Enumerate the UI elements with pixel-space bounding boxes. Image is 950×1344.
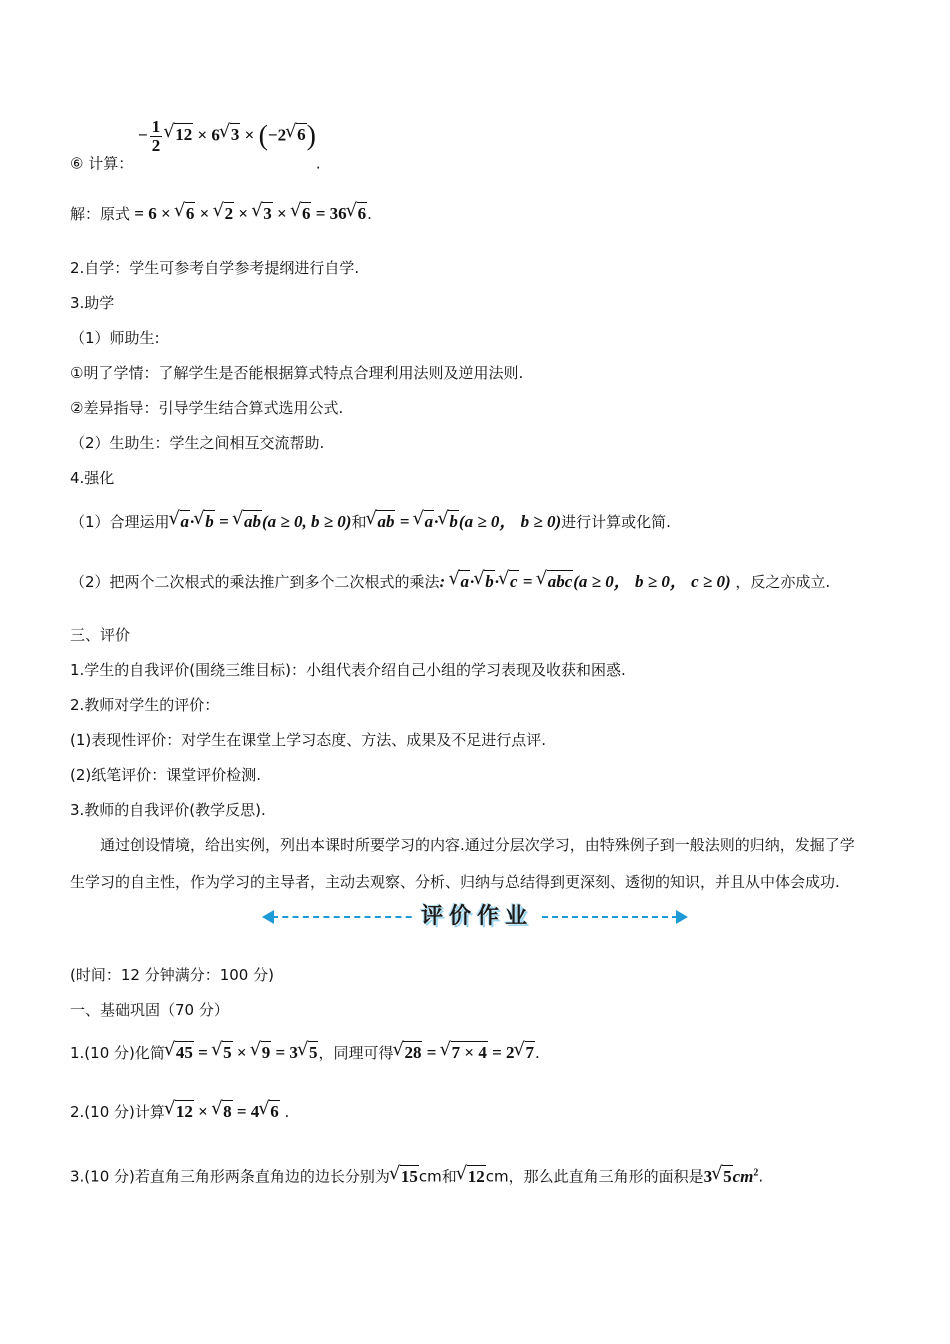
question-2-expression: √ 12 × √ 8 = 4√ 6 [165, 1102, 280, 1121]
question-3-answer-unit: cm [732, 1166, 754, 1186]
solution-prefix: 解：原式 [70, 205, 131, 223]
reinforce-title: 4.强化 [70, 469, 115, 487]
question-1-expression-b: √ 28 = √ 7 × 4 = 2√ 7 [393, 1043, 535, 1062]
evaluation-heading: 三、评价 [70, 626, 131, 644]
question-3-answer: 3√ $5cm^2$ [704, 1167, 759, 1186]
question-1-expression-a: √ 45 = √ 5 × √ 9 = 3√ 5 [165, 1043, 319, 1062]
reinforce-1-and: 和 [351, 513, 367, 531]
banner-divider-right [532, 916, 678, 918]
performance-line: (1)表现性评价：对学生在课堂上学习态度、方法、成果及不足进行点评. [70, 731, 547, 749]
self-eval-line: 1.学生的自我评价(围绕三维目标)：小组代表介绍自己小组的学习表现及收获和困惑. [70, 661, 626, 679]
question-6: ⑥ 计算： − $\frac{1}{2}$ √ 12 × 6√ 3 × (−2√ 6). [70, 134, 321, 173]
summary-paragraph-line-2: 生学习的自主性，作为学习的主导者，主动去观察、分析、归纳与总结得到更深刻、透彻的知识，并且从中体会成功. [70, 873, 840, 891]
reinforce-1-formula-b: √ ab = √ a·√ b(a ≥ 0， b ≥ 0) [366, 512, 561, 531]
teacher-help-line: （1）师助生: [70, 329, 160, 347]
reinforce-1 [70, 512, 671, 532]
section-1-heading: 一、基础巩固（70 分） [70, 1001, 229, 1019]
banner-divider-left [272, 916, 422, 918]
question-3-side-b: √ 12 [457, 1167, 486, 1186]
question-1-mid: ，同理可得 [318, 1044, 394, 1062]
teacher-eval-line: 2.教师对学生的评价： [70, 696, 220, 714]
reinforce-2-prefix: （2）把两个二次根式的乘法推广到多个二次根式的乘法 [70, 573, 440, 591]
help-title: 3.助学 [70, 294, 115, 312]
question-1-prefix: 1.(10 分)化简 [70, 1044, 165, 1062]
reinforce-2-formula: : √ a·√ b·√ c = √ abc(a ≥ 0， b ≥ 0， c ≥ 0) [440, 572, 731, 591]
reinforce-2-suffix: ，反之亦成立. [735, 573, 831, 591]
guide-line: ②差异指导：引导学生结合算式选用公式. [70, 399, 344, 417]
homework-banner [262, 902, 688, 932]
question-2: 2.(10 分)计算√ 12 × √ 8 = 4√ 6 . [70, 1102, 289, 1122]
question-1: 1.(10 分)化简√ 45 = √ 5 × √ 9 = 3√ 5，同理可得√ 28 = √ 7 × 4 = 2√ 7. [70, 1043, 540, 1063]
peer-help-line: （2）生助生：学生之间相互交流帮助. [70, 434, 325, 452]
self-study-line: 2.自学：学生可参考自学参考提纲进行自学. [70, 259, 360, 277]
question-6-label: ⑥ 计算： [70, 154, 134, 173]
question-3-prefix: 3.(10 分)若直角三角形两条直角边的边长分别为 [70, 1167, 390, 1186]
understand-line: ①明了学情：了解学生是否能根据算式特点合理利用法则及逆用法则. [70, 364, 524, 382]
question-6-expression: − $\frac{1}{2}$ √ 12 × 6√ 3 × (−2√ 6) [138, 118, 316, 155]
banner-title: 评价作业 [414, 902, 540, 932]
time-line: (时间：12 分钟满分：100 分) [70, 966, 274, 984]
reinforce-2 [70, 572, 830, 592]
question-3-unit-a: cm [418, 1167, 442, 1186]
question-3-and: 和 [441, 1167, 457, 1186]
reflection-line: 3.教师的自我评价(教学反思). [70, 801, 266, 819]
reinforce-1-formula-a: √ a·√ b = √ ab(a ≥ 0, b ≥ 0) [170, 512, 352, 531]
summary-paragraph-line-1: 通过创设情境，给出实例，列出本课时所要学习的内容.通过分层次学习，由特殊例子到一般法则的归纳，发掘了学 [100, 836, 855, 854]
solution-expression: = 6 × √ 6 × √ 2 × √ 3 × √ 6 = 36√ 6 [130, 204, 367, 223]
reinforce-1-suffix: 进行计算或化简. [561, 513, 671, 531]
question-3-unit-b: cm，那么此直角三角形的面积是 [485, 1167, 704, 1186]
reinforce-1-prefix: （1）合理运用 [70, 513, 170, 531]
paper-line: (2)纸笔评价：课堂评价检测. [70, 766, 262, 784]
question-3: 3.(10 分)若直角三角形两条直角边的边长分别为√ 15cm和√ 12cm，那么此直角三角形的面积是3√ $5cm^2$. [70, 1163, 763, 1187]
arrow-right-icon [676, 910, 688, 924]
question-3-answer-exponent: 2 [753, 1167, 759, 1178]
solution-line: 解：原式 = 6 × √ 6 × √ 2 × √ 3 × √ 6 = 36√ 6. [70, 204, 372, 224]
question-3-side-a: √ 15 [390, 1167, 419, 1186]
question-2-prefix: 2.(10 分)计算 [70, 1103, 165, 1121]
